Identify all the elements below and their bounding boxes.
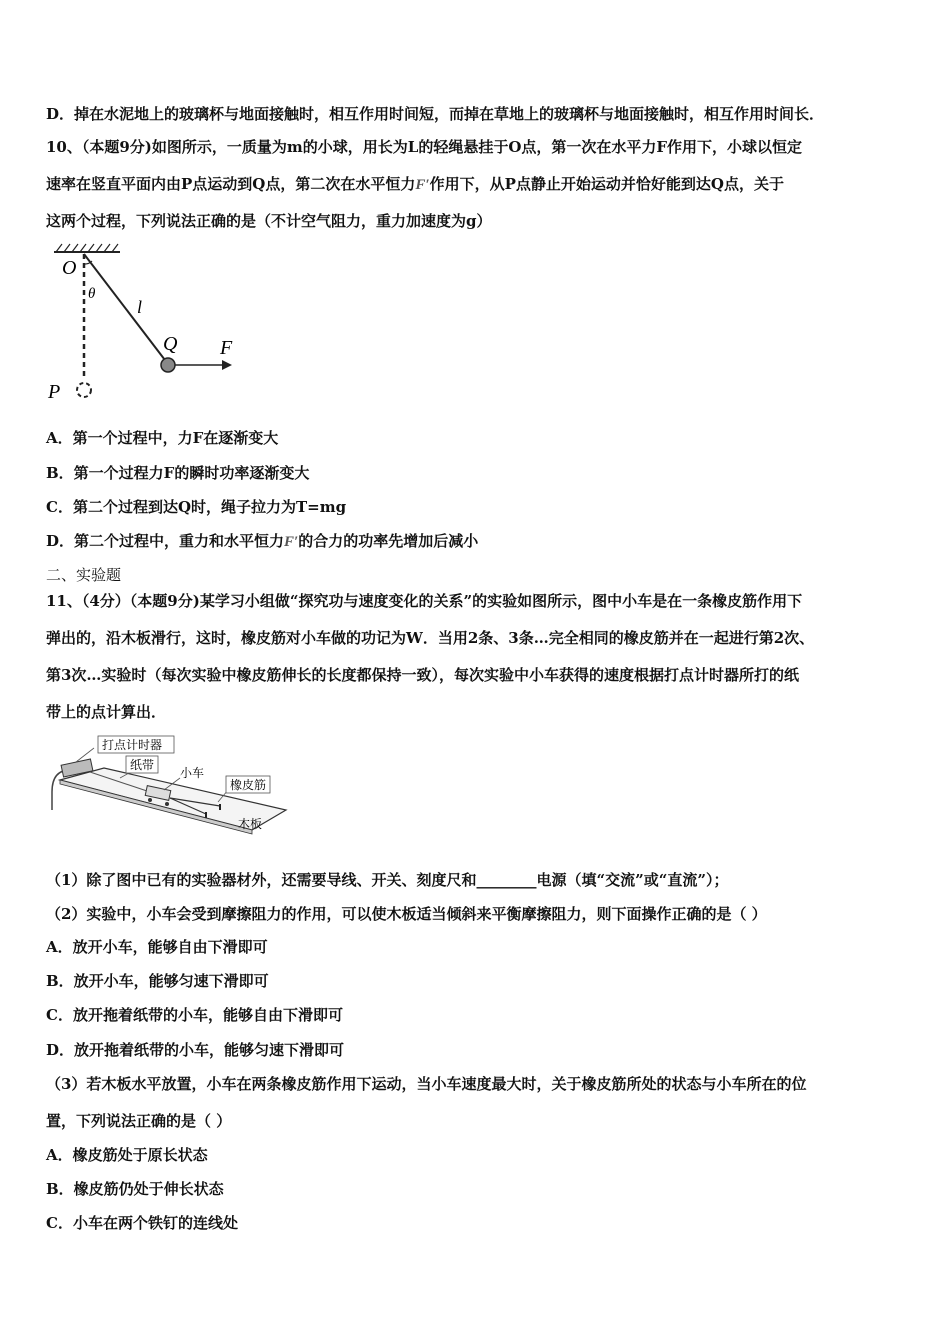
q11-part2-option-b: B．放开小车，能够匀速下滑即可: [46, 972, 269, 990]
label-q: Q: [163, 333, 178, 355]
q11-part3-option-a: A．橡皮筋处于原长状态: [46, 1146, 208, 1164]
force-arrow-head: [222, 360, 232, 370]
label-p: P: [48, 381, 61, 403]
q10-stem-line2: [46, 174, 784, 195]
q11-stem-line3: 第3次…实验时（每次实验中橡皮筋伸长的长度都保持一致），每次实验中小车获得的速度根据打点计时器所打的纸: [46, 666, 799, 684]
q10-stem-part2: 作用下，从P点静止开始运动并恰好能到达Q点，关于: [429, 175, 784, 193]
q11-part3-line1: （3）若木板水平放置，小车在两条橡皮筋作用下运动，当小车速度最大时，关于橡皮筋所处的状态与小车所在的位: [46, 1075, 807, 1093]
q10-stem-part1: 速率在竖直平面内由P点运动到Q点，第二次在水平恒力: [46, 175, 416, 193]
q11-stem-line2: 弹出的，沿木板滑行，这时，橡皮筋对小车做的功记为W．当用2条、3条…完全相同的橡皮筋并在一起进行第2次、: [46, 629, 815, 647]
label-board: 木板: [238, 817, 263, 831]
q11-part2-option-a: A．放开小车，能够自由下滑即可: [46, 938, 268, 956]
q10-option-d-part2: 的合力的功率先增加后减小: [298, 532, 479, 550]
pendulum-figure: [46, 240, 246, 408]
q10-option-a: A．第一个过程中，力F在逐渐变大: [46, 429, 279, 447]
q10-stem-line3: 这两个过程，下列说法正确的是（不计空气阻力，重力加速度为g）: [46, 212, 492, 230]
q11-part2-option-d: D．放开拖着纸带的小车，能够匀速下滑即可: [46, 1041, 345, 1059]
q10-option-d-part1: D．第二个过程中，重力和水平恒力: [46, 532, 285, 550]
label-f: F: [220, 337, 233, 359]
q11-part2: （2）实验中，小车会受到摩擦阻力的作用，可以使木板适当倾斜来平衡摩擦阻力，则下面操作正确的是（ ）: [46, 905, 767, 923]
q11-stem-line4: 带上的点计算出．: [46, 703, 167, 721]
ball-p-dashed: [77, 383, 91, 397]
section-title: 二、实验题: [46, 566, 122, 584]
label-timer: 打点计时器: [102, 738, 163, 752]
label-band: 橡皮筋: [230, 778, 267, 792]
q11-part3-line2: 置，下列说法正确的是（ ）: [46, 1112, 232, 1130]
label-tape: 纸带: [130, 758, 155, 772]
q10-option-c: C．第二个过程到达Q时，绳子拉力为T=mg: [46, 498, 347, 516]
rope-line: [84, 254, 168, 364]
q10-stem-line1: 10、（本题9分)如图所示，一质量为m的小球，用长为L的轻绳悬挂于O点，第一次在水平力F作用下，小球以恒定: [46, 138, 803, 156]
label-l: l: [137, 297, 143, 317]
q11-part3-option-b: B．橡皮筋仍处于伸长状态: [46, 1180, 224, 1198]
f-prime-symbol-2: F′: [284, 534, 299, 550]
ball-q: [161, 358, 175, 372]
label-o: O: [62, 257, 77, 279]
q11-stem-line1: 11、（4分）（本题9分)某学习小组做“探究功与速度变化的关系”的实验如图所示，图中小车是在一条橡皮筋作用下: [46, 592, 803, 610]
q11-part1: （1）除了图中已有的实验器材外，还需要导线、开关、刻度尺和________电源（填“交流”或“直流”）；: [46, 871, 729, 889]
cart-wheel-2: [165, 802, 169, 806]
q10-option-b: B．第一个过程力F的瞬时功率逐渐变大: [46, 464, 310, 482]
q10-option-d: [46, 531, 478, 552]
f-prime-symbol: F′: [415, 177, 430, 193]
q11-part2-option-c: C．放开拖着纸带的小车，能够自由下滑即可: [46, 1006, 343, 1024]
label-car: 小车: [180, 766, 205, 780]
q9-option-d: D．掉在水泥地上的玻璃杯与地面接触时，相互作用时间短，而掉在草地上的玻璃杯与地面接触时，相互作用时间长．: [46, 105, 825, 123]
apparatus-figure: [46, 732, 302, 838]
label-theta: θ: [88, 286, 96, 302]
ceiling-hatch: [56, 244, 118, 252]
cart-wheel-1: [148, 798, 152, 802]
q11-part3-option-c: C．小车在两个铁钉的连线处: [46, 1214, 238, 1232]
